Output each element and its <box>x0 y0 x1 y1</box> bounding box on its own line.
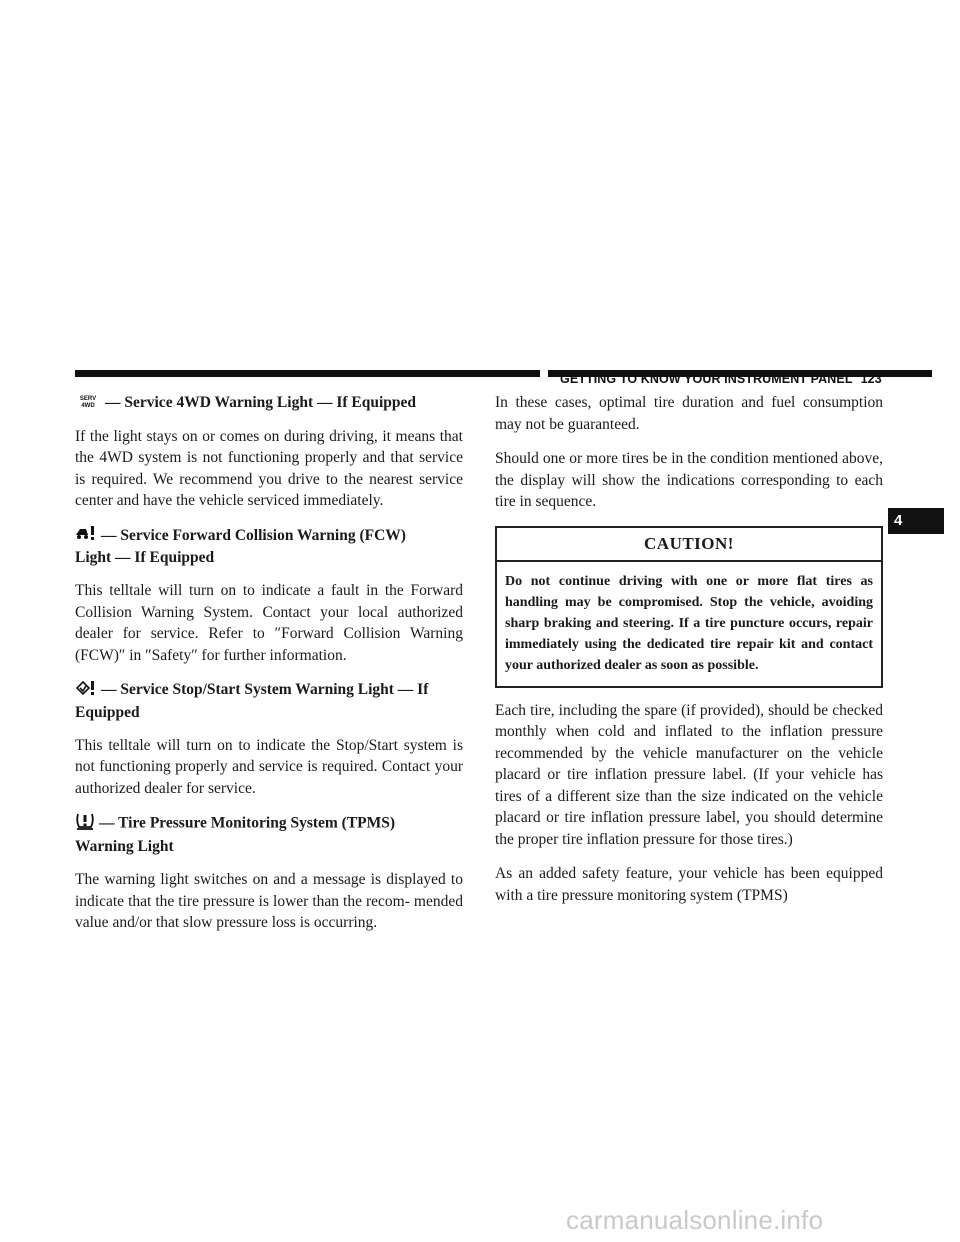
stop-start-warning-icon <box>75 680 97 702</box>
paragraph-optimal-duration: In these cases, optimal tire duration and fuel consumption may not be guaranteed. <box>495 394 883 433</box>
svg-text:SERV: SERV <box>79 395 97 402</box>
section-title: GETTING TO KNOW YOUR INSTRUMENT PANEL <box>560 372 853 386</box>
fcw-body: This telltale will turn on to indicate a fault in the Forward Collision Warning System. Contact your local authorized dealer for service. Refer to ″Forward Collision Warning (FCW)″ in ″Safety″ for further information. <box>75 582 463 664</box>
tpms-heading-line1: — Tire Pressure Monitoring System (TPMS) <box>99 814 396 832</box>
running-header <box>560 372 882 386</box>
service-4wd-body: If the light stays on or comes on during driving, it means that the 4WD system is not functioning properly and that service is required. We recommend you drive to the nearest service center and have the vehicle serviced immediately. <box>75 427 463 510</box>
caution-body: Do not continue driving with one or more flat tires as handling may be compromised. Stop the vehicle, avoiding sharp braking and steering. If a tire puncture occurs, repair immediately using the dedicated tire repair kit and contact your authorized dealer as soon as possible. <box>505 573 873 673</box>
fcw-heading-line2: Light — If Equipped <box>75 549 215 567</box>
stop-start-heading-line1: — Service Stop/Start System Warning Light — If <box>101 681 429 699</box>
stop-start-body: This telltale will turn on to indicate the Stop/Start system is not functioning properly and service is required. Contact your authorized dealer for service. <box>75 736 463 797</box>
service-4wd-heading-text: — Service 4WD Warning Light — If Equipped <box>105 394 417 411</box>
tpms-heading-line2: Warning Light <box>75 838 174 856</box>
right-column <box>495 392 883 919</box>
tpms-heading <box>75 812 463 857</box>
fcw-heading-line1: — Service Forward Collision Warning (FCW) <box>101 526 406 544</box>
tpms-warning-icon <box>75 812 95 836</box>
tpms-body: The warning light switches on and a message is displayed to indicate that the tire pressure is lower than the recom- mended value and/or that slow pressure loss is occurring. <box>75 871 463 932</box>
caution-title: CAUTION! <box>497 528 881 562</box>
chapter-tab: 4 <box>888 508 944 534</box>
paragraph-tpms-feature: As an added safety feature, your vehicle has been equipped with a tire pressure monitoring system (TPMS) <box>495 865 883 904</box>
stop-start-heading-line2: Equipped <box>75 703 140 721</box>
fcw-warning-icon <box>75 525 97 547</box>
svg-text:4WD: 4WD <box>81 402 95 408</box>
page-number: 123 <box>860 372 882 386</box>
paragraph-display-indications: Should one or more tires be in the condition mentioned above, the display will show the indications corresponding to each tire in sequence. <box>495 450 883 510</box>
service-4wd-heading <box>75 392 463 414</box>
fcw-heading <box>75 525 463 568</box>
stop-start-heading <box>75 679 463 722</box>
left-column <box>75 392 463 947</box>
serv-4wd-icon <box>75 393 101 414</box>
header-rule-left <box>75 370 540 377</box>
watermark: carmanualsonline.info <box>566 1205 824 1235</box>
caution-box <box>495 526 883 688</box>
paragraph-monthly-check: Each tire, including the spare (if provided), should be checked monthly when cold and inflated to the inflation pressure recommended by the vehicle manufacturer on the vehicle placard or tire inflation pressure label. (If your vehicle has tires of a different size than the size indicated on the vehicle placard or tire inflation pressure label, you should determine the proper tire inflation pressure for those tires.) <box>495 701 883 848</box>
